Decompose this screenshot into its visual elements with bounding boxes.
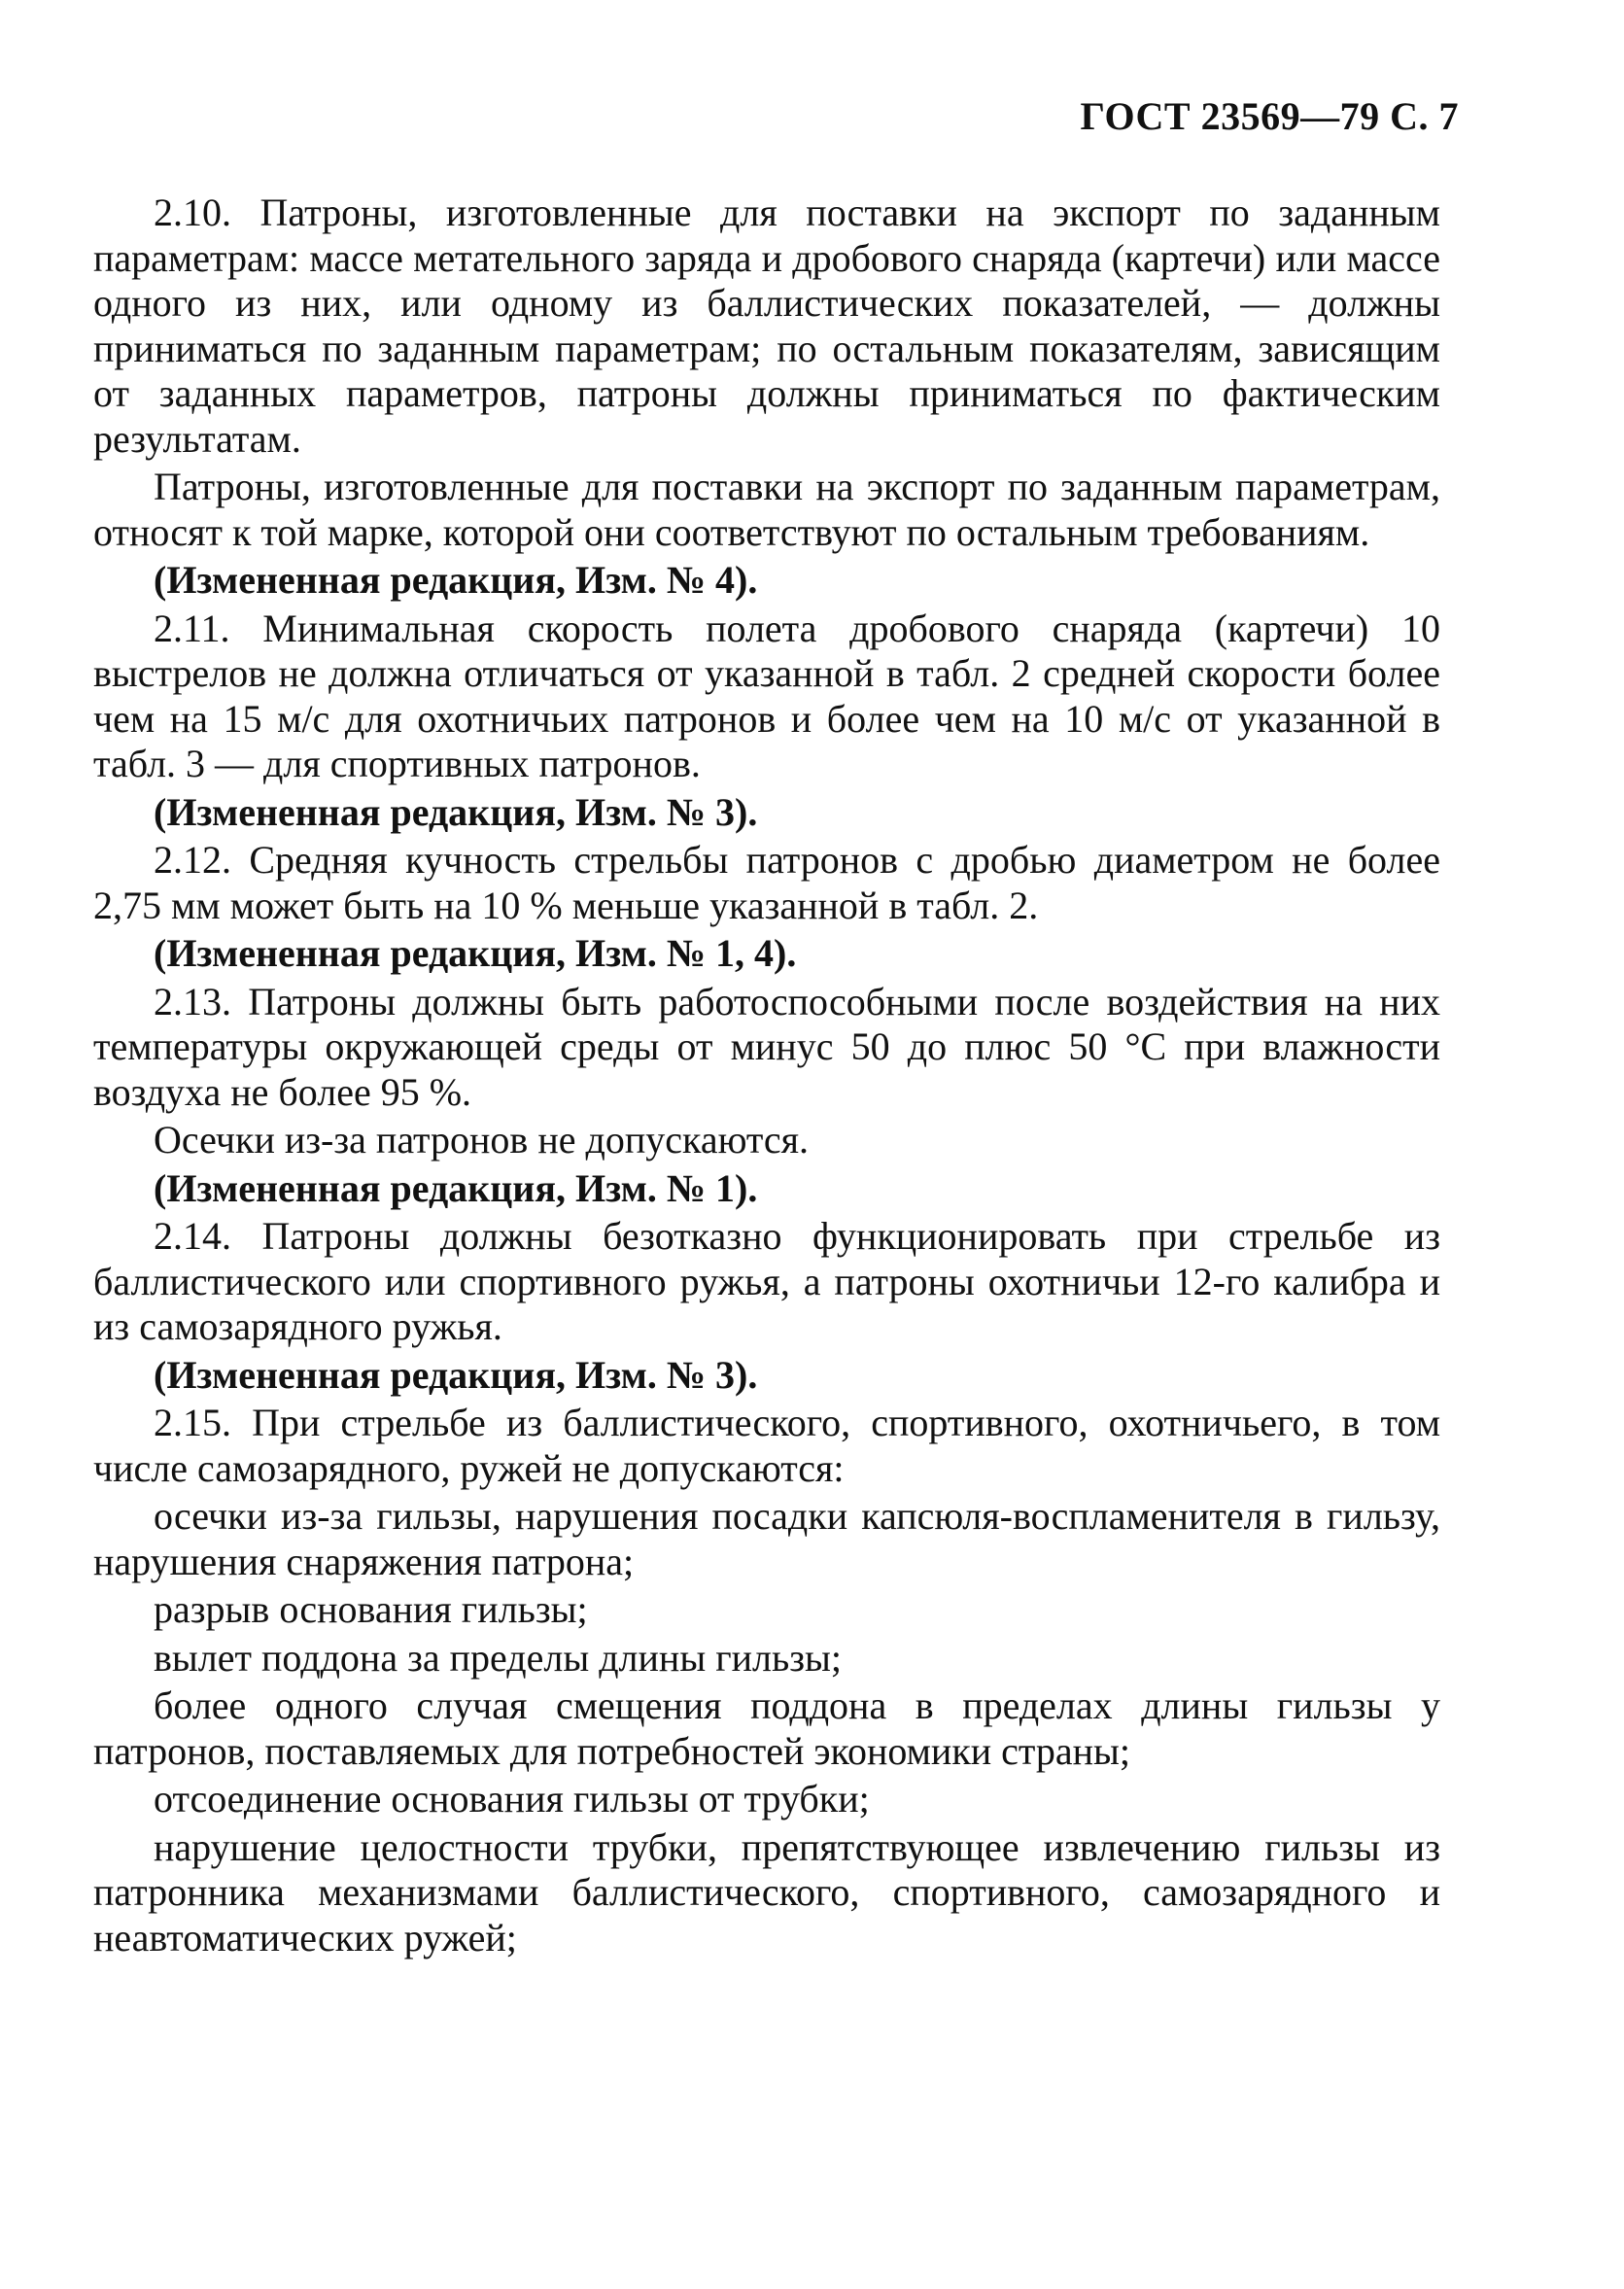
paragraph-2-11: 2.11. Минимальная скорость полета дробового снаряда (картечи) 10 выстрелов не должна отличаться от указанной в табл. 2 средней скорости более чем на 15 м/с для охотничьих патронов и более чем на 10 м/с от указанной в табл. 3 — для спортивных патронов.	[93, 606, 1440, 785]
paragraph-2-15: 2.15. При стрельбе из баллистического, спортивного, охотничьего, в том числе самозарядного, ружей не допускаются:	[93, 1401, 1440, 1490]
document-body	[93, 191, 1440, 1960]
amendment-note: (Измененная редакция, Изм. № 3).	[154, 1352, 758, 1397]
paragraph-2-10: 2.10. Патроны, изготовленные для поставки на экспорт по заданным параметрам: массе метательного заряда и дробового снаряда (картечи) или массе одного из них, или одному из баллистических показателей, — должны приниматься по заданным параметрам; по остальным показателям, зависящим от заданных параметров, патроны должны приниматься по фактическим результатам.	[93, 191, 1440, 461]
amendment-note: (Измененная редакция, Изм. № 4).	[154, 558, 758, 602]
list-item: осечки из-за гильзы, нарушения посадки капсюля-воспламенителя в гильзу, нарушения снаряжения патрона;	[93, 1494, 1440, 1583]
paragraph-2-13: 2.13. Патроны должны быть работоспособными после воздействия на них температуры окружающей среды от минус 50 до плюс 50 °С при влажности воздуха не более 95 %.	[93, 979, 1440, 1114]
amendment-note: (Измененная редакция, Изм. № 1).	[154, 1165, 758, 1210]
page-header: ГОСТ 23569—79 С. 7	[1080, 94, 1459, 138]
amendment-note: (Измененная редакция, Изм. № 3).	[154, 789, 758, 834]
paragraph-export-class: Патроны, изготовленные для поставки на экспорт по заданным параметрам, относят к той марке, которой они соответствуют по остальным требованиям.	[93, 465, 1440, 554]
list-item: отсоединение основания гильзы от трубки;	[154, 1777, 870, 1821]
list-item: более одного случая смещения поддона в пределах длины гильзы у патронов, поставляемых для потребностей экономики страны;	[93, 1683, 1440, 1773]
amendment-note: (Измененная редакция, Изм. № 1, 4).	[154, 931, 797, 975]
list-item: нарушение целостности трубки, препятствующее извлечению гильзы из патронника механизмами баллистического, спортивного, самозарядного и неавтоматических ружей;	[93, 1824, 1440, 1960]
paragraph-2-14: 2.14. Патроны должны безотказно функционировать при стрельбе из баллистического или спортивного ружья, а патроны охотничьи 12-го калибра и из самозарядного ружья.	[93, 1214, 1440, 1348]
list-item: разрыв основания гильзы;	[154, 1587, 588, 1631]
paragraph-2-12: 2.12. Средняя кучность стрельбы патронов с дробью диаметром не более 2,75 мм может быть на 10 % меньше указанной в табл. 2.	[93, 838, 1440, 927]
paragraph-misfire-note: Осечки из-за патронов не допускаются.	[154, 1118, 810, 1162]
list-item: вылет поддона за пределы длины гильзы;	[154, 1635, 843, 1680]
